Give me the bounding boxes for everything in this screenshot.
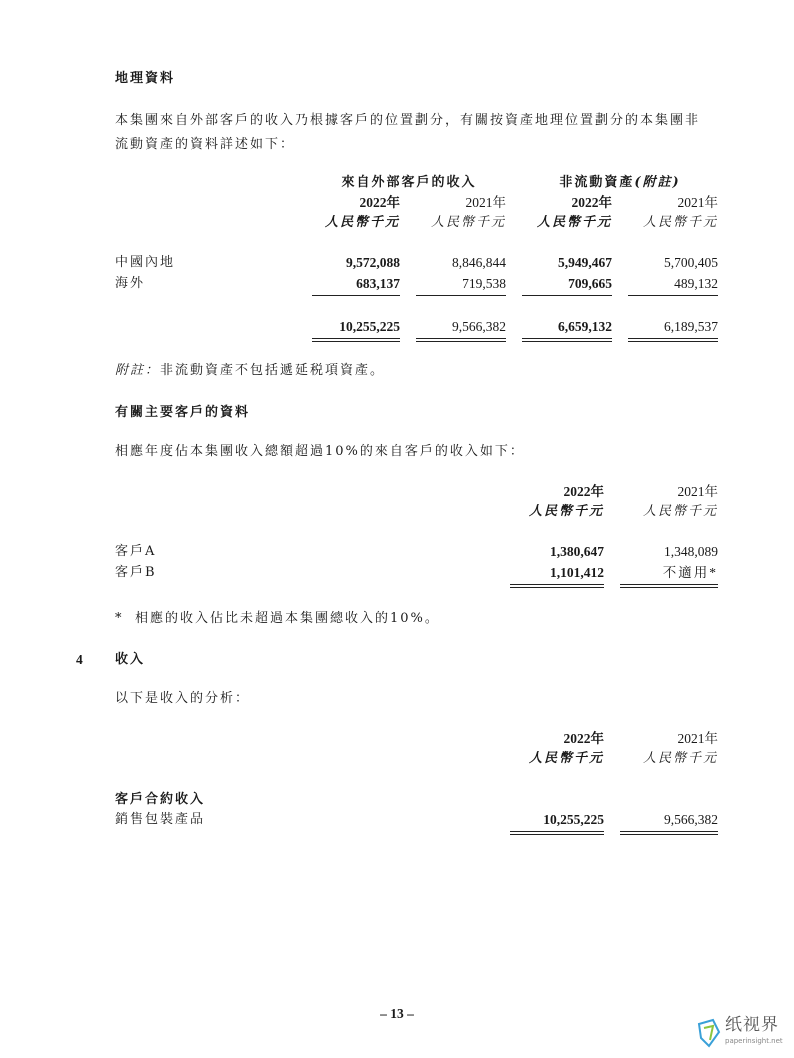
revenue-subheading: 客戶合約收入 — [115, 792, 206, 807]
revenue-row-label: 銷售包裝產品 — [115, 812, 206, 827]
geo-unit-rev-2022: 人民幣千元 — [324, 215, 400, 230]
customers-intro: 相應年度佔本集團收入總額超過10%的來自客戶的收入如下： — [115, 444, 525, 459]
geo-total-double-rule — [628, 338, 718, 342]
geo-subtotal-rule — [522, 295, 612, 296]
section-title: 收入 — [115, 652, 146, 667]
geo-cell: 5,700,405 — [664, 255, 718, 270]
revenue-col-2021: 2021年 — [677, 731, 718, 746]
geo-subtotal-rule — [628, 295, 718, 296]
customers-total-double-rule — [620, 584, 718, 588]
geo-cell: 719,538 — [462, 276, 506, 291]
geo-cell: 709,665 — [568, 276, 612, 291]
revenue-unit-2021: 人民幣千元 — [642, 751, 718, 766]
customers-total-double-rule — [510, 584, 604, 588]
geo-total-cell: 10,255,225 — [339, 319, 400, 334]
geo-total-cell: 6,659,132 — [558, 319, 612, 334]
customers-footnote-mark: * — [115, 611, 124, 626]
revenue-cell-2021: 9,566,382 — [664, 812, 718, 827]
geo-cell: 8,846,844 — [452, 255, 506, 270]
geo-revenue-group-header: 來自外部客戶的收入 — [341, 175, 477, 190]
customers-heading: 有關主要客戶的資料 — [115, 405, 251, 420]
geo-col-rev-2021: 2021年 — [465, 195, 506, 210]
revenue-total-double-rule — [620, 831, 718, 835]
geo-total-cell: 9,566,382 — [452, 319, 506, 334]
geo-total-double-rule — [312, 338, 400, 342]
geo-heading: 地理資料 — [115, 71, 176, 86]
revenue-unit-2022: 人民幣千元 — [528, 751, 604, 766]
geo-cell: 9,572,088 — [346, 255, 400, 270]
customers-col-2022: 2022年 — [563, 484, 604, 499]
geo-nca-group-header: 非流動資產(附註) — [559, 175, 681, 190]
customers-unit-2021: 人民幣千元 — [642, 504, 718, 519]
geo-total-double-rule — [522, 338, 612, 342]
geo-subtotal-rule — [416, 295, 506, 296]
geo-subtotal-rule — [312, 295, 400, 296]
geo-note: 附註：非流動資產不包括遞延税項資產。 — [115, 363, 386, 378]
watermark-text: 纸视界 — [725, 1015, 779, 1035]
watermark-url: paperinsight.net — [725, 1037, 783, 1045]
geo-row-label: 海外 — [115, 276, 146, 291]
page-number: – 13 – — [380, 1006, 414, 1021]
geo-col-nca-2022: 2022年 — [571, 195, 612, 210]
geo-cell: 489,132 — [674, 276, 718, 291]
geo-col-rev-2022: 2022年 — [359, 195, 400, 210]
geo-col-nca-2021: 2021年 — [677, 195, 718, 210]
geo-cell: 683,137 — [356, 276, 400, 291]
customer-cell: 不適用* — [662, 565, 718, 580]
customer-cell: 1,348,089 — [664, 544, 718, 559]
geo-row-label: 中國內地 — [115, 255, 176, 270]
customers-col-2021: 2021年 — [677, 484, 718, 499]
watermark-logo — [695, 1016, 785, 1052]
customer-row-label: 客戶B — [115, 565, 157, 580]
revenue-col-2022: 2022年 — [563, 731, 604, 746]
revenue-cell-2022: 10,255,225 — [543, 812, 604, 827]
geo-unit-nca-2021: 人民幣千元 — [642, 215, 718, 230]
geo-unit-nca-2022: 人民幣千元 — [536, 215, 612, 230]
section-number: 4 — [76, 652, 83, 667]
customer-cell: 1,380,647 — [550, 544, 604, 559]
geo-total-double-rule — [416, 338, 506, 342]
geo-total-cell: 6,189,537 — [664, 319, 718, 334]
customers-footnote: 相應的收入佔比未超過本集團總收入的10%。 — [135, 611, 440, 626]
geo-cell: 5,949,467 — [558, 255, 612, 270]
revenue-total-double-rule — [510, 831, 604, 835]
revenue-intro: 以下是收入的分析： — [115, 691, 251, 706]
geo-unit-rev-2021: 人民幣千元 — [430, 215, 506, 230]
customers-unit-2022: 人民幣千元 — [528, 504, 604, 519]
customer-row-label: 客戶A — [115, 544, 157, 559]
customer-cell: 1,101,412 — [550, 565, 604, 580]
geo-intro-line1: 本集團來自外部客戶的收入乃根據客戶的位置劃分，有關按資產地理位置劃分的本集團非 — [115, 113, 701, 128]
geo-intro-line2: 流動資產的資料詳述如下： — [115, 137, 296, 152]
